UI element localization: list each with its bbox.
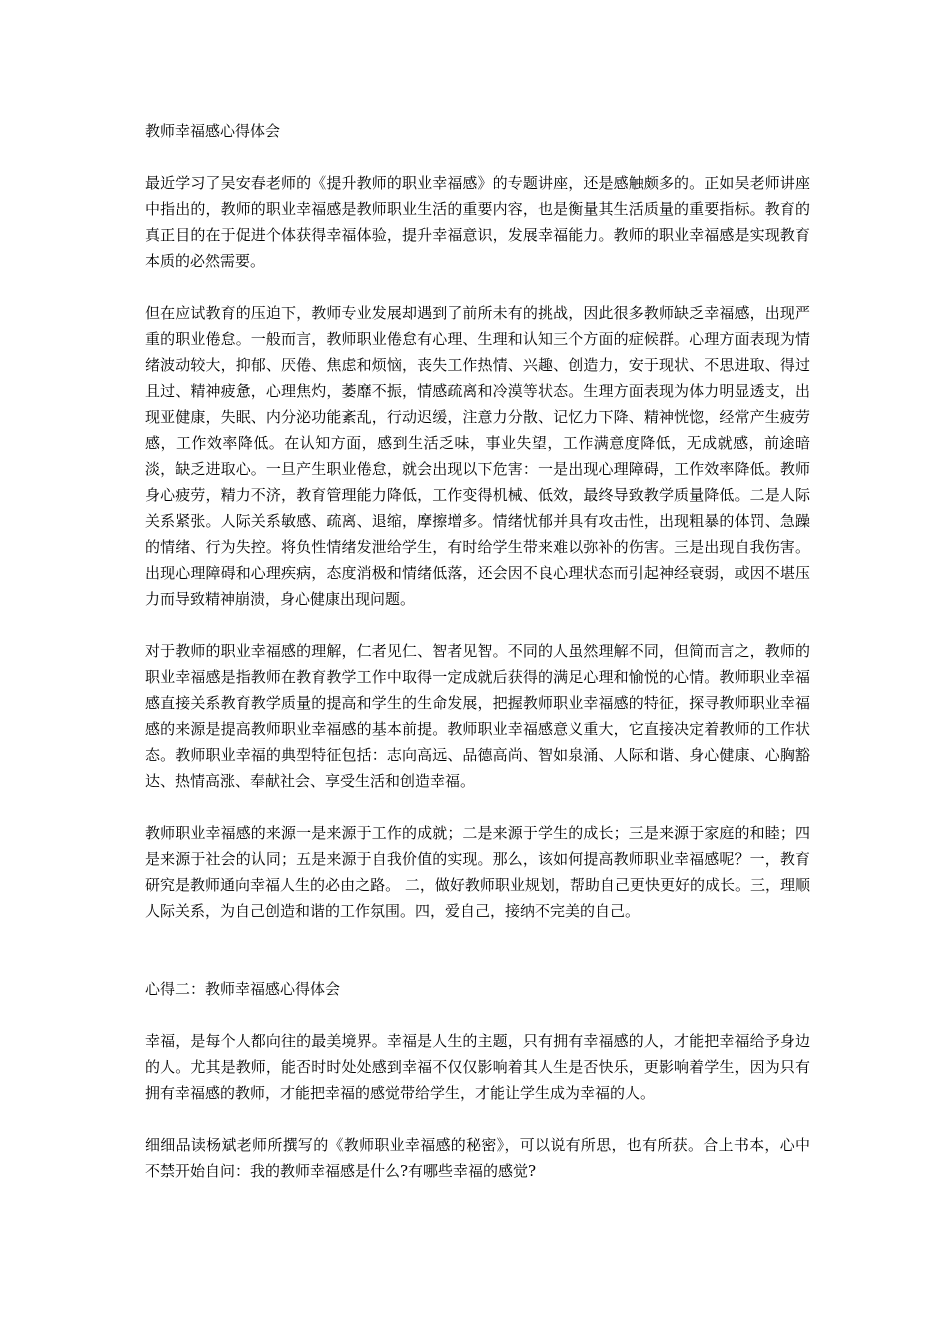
- paragraph-6: 细细品读杨斌老师所撰写的《教师职业幸福感的秘密》，可以说有所思，也有所获。合上书本，心中不禁开始自问：我的教师幸福感是什么?有哪些幸福的感觉?: [145, 1136, 810, 1180]
- paragraph-2: 但在应试教育的压迫下，教师专业发展却遇到了前所未有的挑战，因此很多教师缺乏幸福感，出现严重的职业倦怠。一般而言，教师职业倦怠有心理、生理和认知三个方面的症候群。心理方面表现为情绪波动较大，抑郁、厌倦、焦虑和烦恼，丧失工作热情、兴趣、创造力，安于现状、不思进取、得过且过、精神疲惫，心理焦灼，萎靡不振，情感疏离和冷漠等状态。生理方面表现为体力明显透支，出现亚健康，失眠、内分泌功能紊乱，行动迟缓，注意力分散、记忆力下降、精神恍惚，经常产生疲劳感，工作效率降低。在认知方面，感到生活乏味，事业失望，工作满意度降低，无成就感，前途暗淡，缺乏进取心。一旦产生职业倦怠，就会出现以下危害：一是出现心理障碍，工作效率降低。教师身心疲劳，精力不济，教育管理能力降低，工作变得机械、低效，最终导致教学质量降低。二是人际关系紧张。人际关系敏感、疏离、退缩，摩擦增多。情绪忧郁并具有攻击性，出现粗暴的体罚、急躁的情绪、行为失控。将负性情绪发泄给学生，有时给学生带来难以弥补的伤害。三是出现自我伤害。出现心理障碍和心理疾病，态度消极和情绪低落，还会因不良心理状态而引起神经衰弱，或因不堪压力而导致精神崩溃，身心健康出现问题。: [145, 304, 810, 608]
- document-page: [145, 118, 810, 1184]
- spacer: [145, 1002, 810, 1028]
- section-title-2: 心得二：教师幸福感心得体会: [145, 980, 341, 998]
- spacer: [145, 1106, 810, 1132]
- spacer: [145, 794, 810, 820]
- spacer: [145, 144, 810, 170]
- spacer: [145, 924, 810, 976]
- paragraph-5: 幸福，是每个人都向往的最美境界。幸福是人生的主题，只有拥有幸福感的人，才能把幸福给予身边的人。尤其是教师，能否时时处处感到幸福不仅仅影响着其人生是否快乐，更影响着学生，因为只有拥有幸福感的教师，才能把幸福的感觉带给学生，才能让学生成为幸福的人。: [145, 1032, 810, 1102]
- paragraph-3: 对于教师的职业幸福感的理解，仁者见仁、智者见智。不同的人虽然理解不同，但简而言之，教师的职业幸福感是指教师在教育教学工作中取得一定成就后获得的满足心理和愉悦的心情。教师职业幸福感直接关系教育教学质量的提高和学生的生命发展，把握教师职业幸福感的特征，探寻教师职业幸福感的来源是提高教师职业幸福感的基本前提。教师职业幸福感意义重大，它直接决定着教师的工作状态。教师职业幸福的典型特征包括：志向高远、品德高尚、智如泉涌、人际和谐、身心健康、心胸豁达、热情高涨、奉献社会、享受生活和创造幸福。: [145, 642, 810, 790]
- paragraph-1: 最近学习了吴安春老师的《提升教师的职业幸福感》的专题讲座，还是感触颇多的。正如吴老师讲座中指出的，教师的职业幸福感是教师职业生活的重要内容，也是衡量其生活质量的重要指标。教育的真正目的在于促进个体获得幸福体验，提升幸福意识，发展幸福能力。教师的职业幸福感是实现教育本质的必然需要。: [145, 174, 810, 270]
- spacer: [145, 274, 810, 300]
- paragraph-4: 教师职业幸福感的来源一是来源于工作的成就；二是来源于学生的成长；三是来源于家庭的和睦；四是来源于社会的认同；五是来源于自我价值的实现。那么，该如何提高教师职业幸福感呢？一，教育研究是教师通向幸福人生的必由之路。 二，做好教师职业规划，帮助自己更快更好的成长。三，理顺人际关系，为自己创造和谐的工作氛围。四，爱自己，接纳不完美的自己。: [145, 824, 810, 920]
- document-title: 教师幸福感心得体会: [145, 122, 281, 140]
- spacer: [145, 612, 810, 638]
